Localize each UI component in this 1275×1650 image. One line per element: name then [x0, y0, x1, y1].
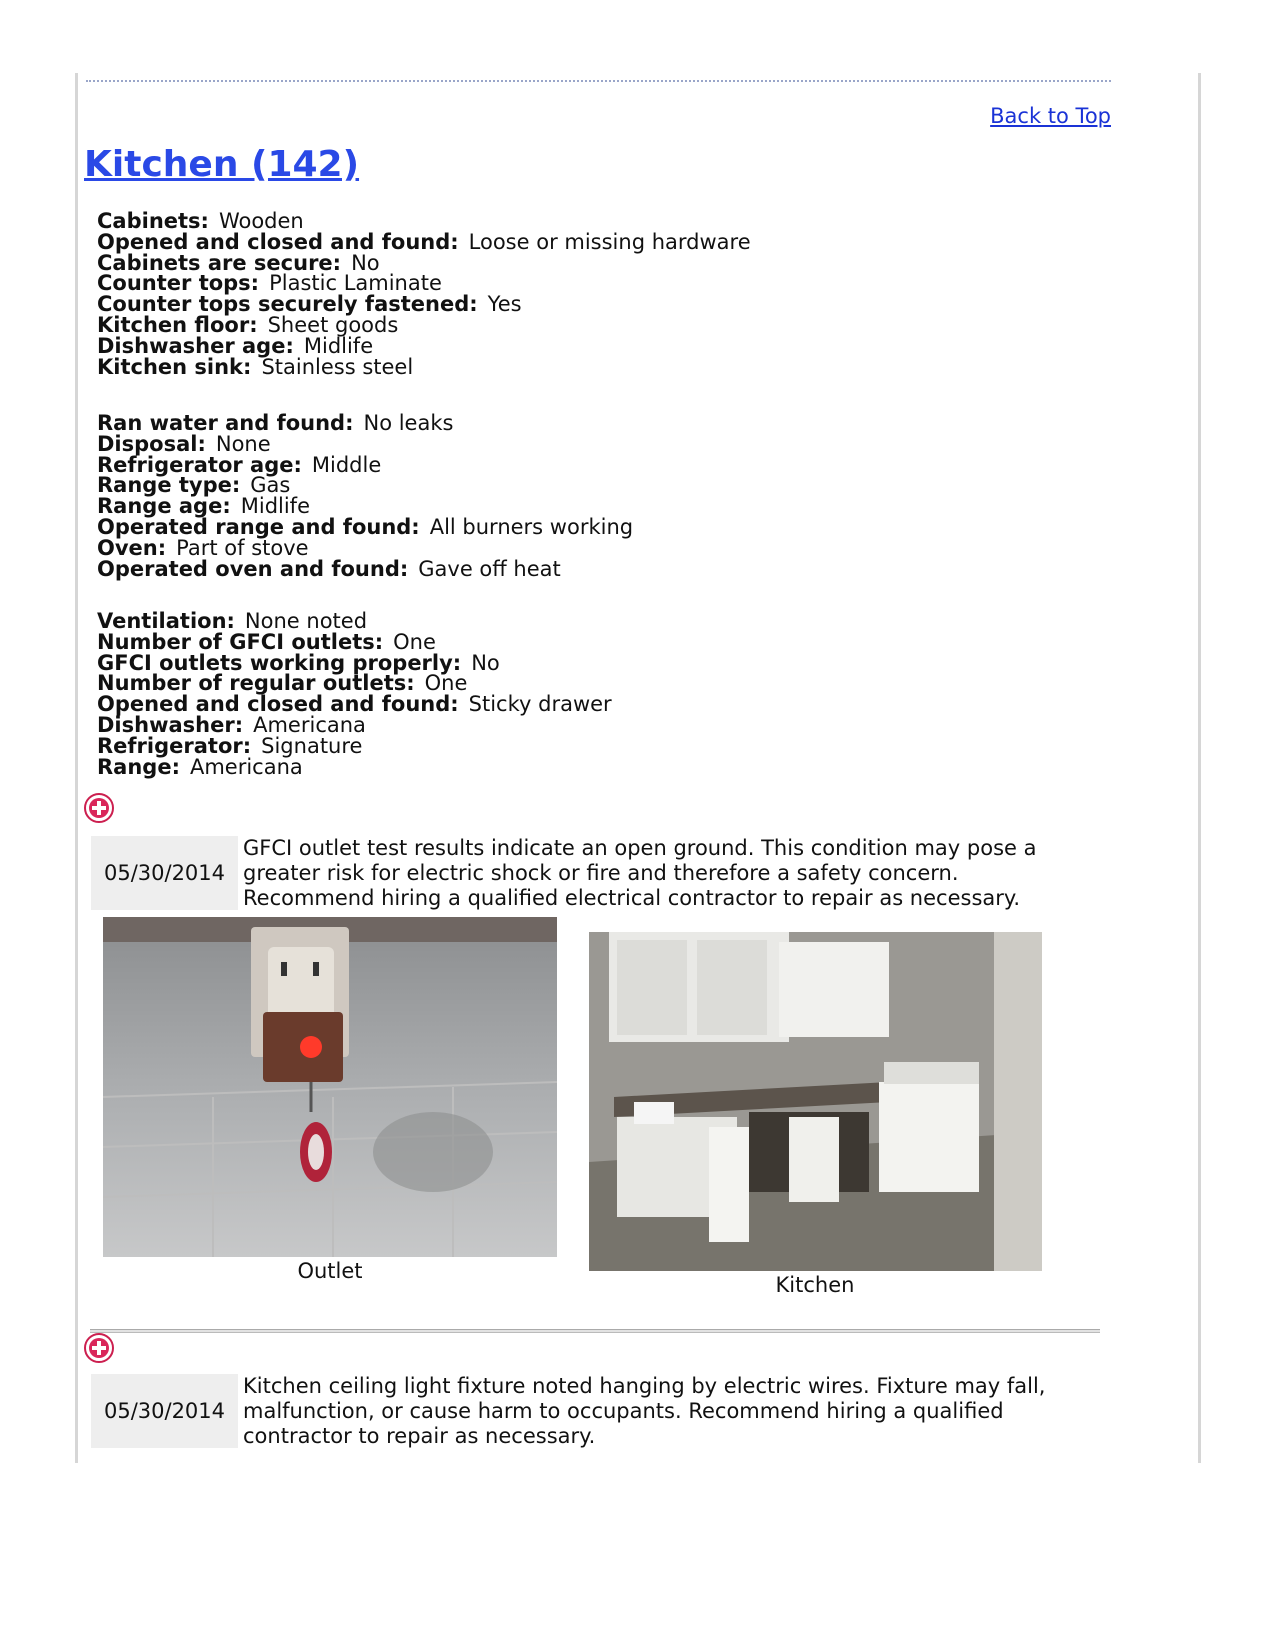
detail-value: Midlife [240, 494, 310, 519]
detail-label: Cabinets are secure: [97, 250, 342, 275]
outlet-photo[interactable] [103, 917, 557, 1257]
detail-value: Yes [487, 292, 522, 317]
safety-concern-icon [84, 1333, 114, 1363]
detail-row [97, 273, 751, 294]
detail-row [97, 556, 633, 581]
detail-value: One [424, 671, 468, 696]
safety-concern-icon [84, 793, 114, 823]
detail-row [97, 333, 751, 358]
detail-value: No [471, 650, 500, 675]
detail-row [97, 229, 751, 254]
detail-value: Stainless steel [261, 354, 414, 379]
detail-value: None noted [244, 609, 368, 633]
detail-label: Refrigerator age: [97, 452, 302, 477]
detail-value: One [393, 629, 436, 654]
detail-label: Range type: [97, 473, 241, 498]
detail-row [97, 413, 633, 434]
detail-label: Kitchen sink: [97, 354, 252, 379]
detail-value: Gave off heat [418, 556, 561, 581]
detail-label: Oven: [97, 535, 167, 560]
detail-row [97, 650, 612, 675]
kitchen-details-group-2 [97, 413, 633, 579]
detail-value: Gas [250, 473, 291, 498]
detail-row [97, 250, 751, 275]
detail-label: Ran water and found: [97, 411, 354, 435]
detail-row [97, 294, 751, 315]
detail-row [97, 712, 612, 737]
kitchen-details-group-1 [97, 211, 751, 377]
detail-row [97, 754, 612, 779]
detail-row [97, 496, 633, 517]
detail-label: Number of GFCI outlets: [97, 629, 384, 654]
detail-label: Operated range and found: [97, 514, 420, 539]
kitchen-details-group-3 [97, 611, 612, 777]
detail-row [97, 694, 612, 715]
detail-value: Americana [189, 754, 303, 779]
detail-label: Number of regular outlets: [97, 671, 415, 696]
finding-divider [90, 1329, 1100, 1333]
detail-row [97, 514, 634, 539]
detail-value: No [351, 250, 380, 275]
photo-caption: Outlet [297, 1259, 363, 1283]
detail-row [97, 629, 612, 654]
detail-label: Opened and closed and found: [97, 229, 459, 254]
detail-label: GFCI outlets working properly: [97, 650, 462, 675]
detail-row [97, 211, 751, 232]
detail-label: Opened and closed and found: [97, 692, 459, 717]
detail-value: Sheet goods [267, 312, 399, 337]
detail-row [97, 535, 633, 560]
kitchen-photo[interactable] [589, 932, 1042, 1271]
detail-value: Wooden [218, 209, 304, 233]
detail-value: No leaks [363, 411, 454, 435]
detail-value: Plastic Laminate [269, 271, 442, 296]
section-title[interactable]: Kitchen (142) [84, 144, 360, 185]
detail-value: Sticky drawer [468, 692, 612, 717]
detail-label: Kitchen floor: [97, 312, 258, 337]
kitchen-photo-image [589, 932, 1042, 1271]
detail-label: Dishwasher age: [97, 333, 294, 358]
finding-description: GFCI outlet test results indicate an open ground. This condition may pose a greater risk for electric shock or fire and therefore a safety concern. Recommend hiring a qualified electrical contractor to repair as necessary. [243, 836, 1037, 910]
detail-row [97, 475, 633, 496]
detail-row [97, 611, 612, 632]
finding-date: 05/30/2014 [91, 836, 238, 910]
finding-date: 05/30/2014 [91, 1374, 238, 1448]
detail-label: Disposal: [97, 431, 206, 456]
detail-label: Refrigerator: [97, 733, 252, 758]
detail-row [97, 733, 612, 758]
outlet-photo-image [103, 917, 557, 1257]
detail-value: Loose or missing hardware [468, 229, 751, 254]
detail-value: Americana [253, 712, 366, 737]
detail-label: Range age: [97, 494, 231, 519]
detail-row [97, 431, 633, 456]
detail-label: Operated oven and found: [97, 556, 409, 581]
detail-value: Middle [311, 452, 382, 477]
detail-label: Cabinets: [97, 209, 209, 233]
detail-label: Ventilation: [97, 609, 235, 633]
detail-row [97, 312, 751, 337]
detail-label: Counter tops securely fastened: [97, 292, 478, 317]
back-to-top-link[interactable]: Back to Top [990, 104, 1111, 128]
photo-caption: Kitchen [775, 1273, 855, 1297]
detail-value: All burners working [429, 514, 634, 539]
detail-label: Counter tops: [97, 271, 260, 296]
detail-label: Dishwasher: [97, 712, 244, 737]
detail-value: Part of stove [176, 535, 309, 560]
detail-label: Range: [97, 754, 180, 779]
detail-value: Signature [261, 733, 363, 758]
detail-row [97, 452, 633, 477]
detail-row [97, 354, 751, 379]
detail-row [97, 673, 612, 694]
dotted-divider [86, 80, 1111, 82]
detail-value: None [215, 431, 271, 456]
finding-description: Kitchen ceiling light fixture noted hanging by electric wires. Fixture may fall, malfunction, or cause harm to occupants. Recommend hiring a qualified contractor to repair as necessary. [243, 1374, 1046, 1448]
detail-value: Midlife [303, 333, 374, 358]
